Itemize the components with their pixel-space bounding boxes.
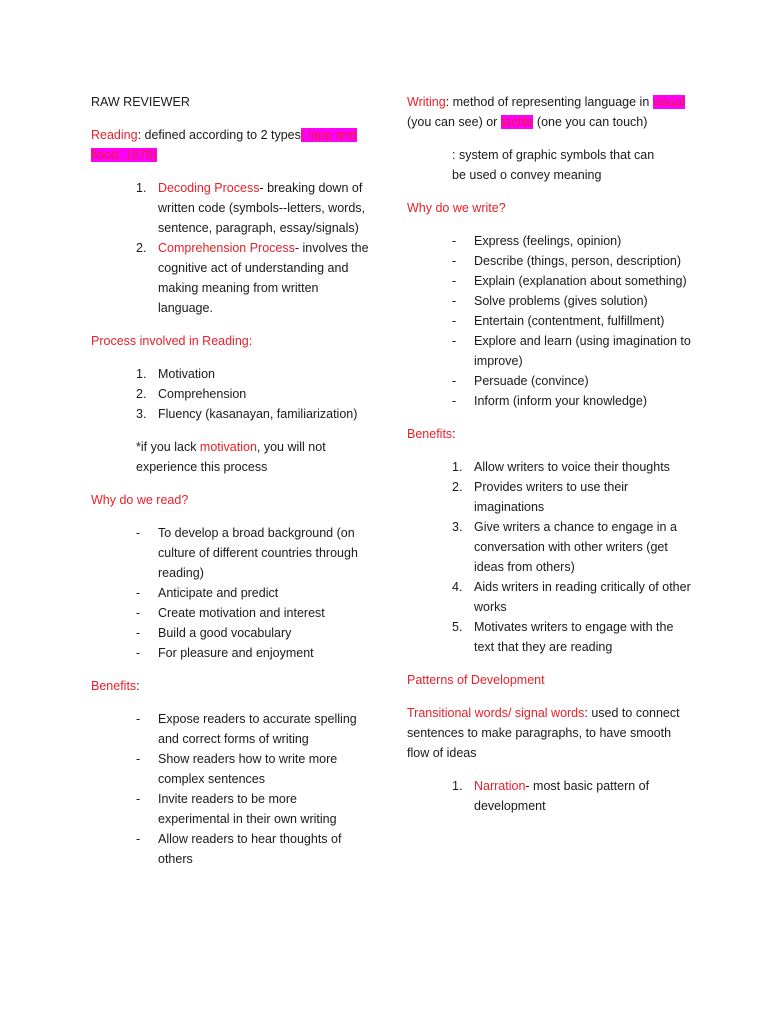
list-item: - Explore and learn (using imagination to improve) [452, 334, 691, 368]
why-write-heading: Why do we write? [407, 201, 506, 215]
tactile-highlight: tactile [500, 115, 534, 129]
reading-term: Reading [91, 128, 138, 142]
reading-benefits-list [91, 709, 371, 869]
list-item: - For pleasure and enjoyment [136, 646, 314, 660]
list-text: Expose readers to accurate spelling and correct forms of writing [158, 712, 357, 746]
list-number: 3. [452, 520, 463, 534]
reading-citation: ( lapp and flood, 1978) [91, 128, 357, 162]
list-item: - Express (feelings, opinion) [452, 234, 622, 248]
list-item: - Explain (explanation about something) [452, 274, 687, 288]
list-item: - Persuade (convince) [452, 374, 589, 388]
list-item [407, 477, 692, 517]
list-number: 5. [452, 620, 463, 634]
list-number: 2. [136, 241, 147, 255]
list-item [407, 457, 692, 477]
reading-benefits-heading [91, 676, 371, 696]
list-number: 2. [452, 480, 463, 494]
list-text: Create motivation and interest [158, 606, 325, 620]
list-item [91, 178, 371, 238]
motivation-note [91, 437, 371, 477]
benefits-colon: : [136, 679, 140, 693]
list-number: 1. [452, 460, 463, 474]
list-item [407, 517, 692, 577]
list-text: Allow writers to voice their thoughts [474, 460, 670, 474]
list-number: 1. [136, 367, 147, 381]
reading-text: : defined according to 2 types [137, 128, 301, 142]
list-text: Describe (things, person, description) [474, 254, 682, 268]
writing-text-2: (you can see) or [407, 115, 501, 129]
list-item: - Expose readers to accurate spelling and correct forms of writing [136, 712, 357, 746]
note-pre: *if you lack [136, 440, 200, 454]
list-item: - Solve problems (gives solution) [452, 294, 648, 308]
list-item [407, 577, 692, 617]
benefits-term: Benefits [91, 679, 137, 693]
writing-benefits-list [407, 457, 692, 657]
list-text: Explain (explanation about something) [474, 274, 687, 288]
list-text: Give writers a chance to engage in a conversation with other writers (get ideas from others) [474, 520, 677, 574]
list-text: Persuade (convince) [474, 374, 589, 388]
list-text: Entertain (contentment, fulfillment) [474, 314, 665, 328]
list-text: Solve problems (gives solution) [474, 294, 648, 308]
list-item: - Anticipate and predict [136, 586, 279, 600]
document-title: RAW REVIEWER [91, 95, 190, 109]
list-text: Fluency (kasanayan, familiarization) [158, 407, 358, 421]
right-column [407, 92, 692, 829]
decoding-text: - breaking down of written code (symbols--letters, words, sentence, paragraph, essay/signals) [158, 181, 366, 235]
list-text: Aids writers in reading critically of other works [474, 580, 691, 614]
patterns-heading: Patterns of Development [407, 673, 545, 687]
list-text: Anticipate and predict [158, 586, 279, 600]
transitional-term: Transitional words/ signal words [407, 706, 585, 720]
process-list [91, 364, 371, 424]
note-post: , you will not experience this process [136, 440, 326, 474]
list-item: - Build a good vocabulary [136, 626, 292, 640]
process-heading: Process involved in Reading: [91, 334, 253, 348]
list-item: - Show readers how to write more complex sentences [136, 752, 338, 786]
list-text: Explore and learn (using imagination to improve) [474, 334, 691, 368]
list-item [91, 404, 371, 424]
list-item: - Entertain (contentment, fulfillment) [452, 314, 665, 328]
list-text: Show readers how to write more complex sentences [158, 752, 338, 786]
list-text: Motivation [158, 367, 215, 381]
list-item [91, 384, 371, 404]
why-read-list [91, 523, 371, 663]
list-number: 1. [136, 181, 147, 195]
list-number: 1. [452, 779, 463, 793]
list-text: To develop a broad background (on culture of different countries through reading) [158, 526, 358, 580]
list-number: 3. [136, 407, 147, 421]
reading-types-list [91, 178, 371, 318]
list-text: Express (feelings, opinion) [474, 234, 622, 248]
list-text: Inform (inform your knowledge) [474, 394, 647, 408]
list-item: - Create motivation and interest [136, 606, 325, 620]
narration-term: Narration [474, 779, 526, 793]
list-text: For pleasure and enjoyment [158, 646, 314, 660]
writing-benefits-heading [407, 424, 692, 444]
transitional-definition [407, 703, 692, 763]
list-text: Motivates writers to engage with the text that they are reading [474, 620, 674, 654]
left-column [91, 92, 371, 882]
list-text: Invite readers to be more experimental in their own writing [158, 792, 337, 826]
narration-text: - most basic pattern of development [474, 779, 650, 813]
list-item: - Inform (inform your knowledge) [452, 394, 647, 408]
benefits-colon: : [452, 427, 456, 441]
list-item: - Describe (things, person, description) [452, 254, 682, 268]
list-item: - Allow readers to hear thoughts of others [136, 832, 342, 866]
writing-text-1: : method of representing language in [445, 95, 653, 109]
list-item: - Invite readers to be more experimental in their own writing [136, 792, 337, 826]
writing-definition [407, 92, 692, 132]
transitional-text: : used to connect sentences to make paragraphs, to have smooth flow of ideas [407, 706, 680, 760]
writing-text-3: (one you can touch) [533, 115, 648, 129]
list-text: Comprehension [158, 387, 247, 401]
list-item [407, 776, 692, 816]
why-write-list [407, 231, 692, 411]
comprehension-text: - involves the cognitive act of understanding and making meaning from written language. [158, 241, 369, 315]
list-text: Provides writers to use their imaginations [474, 480, 629, 514]
list-item [91, 364, 371, 384]
writing-term: Writing [407, 95, 446, 109]
list-item [91, 238, 371, 318]
visual-highlight: visual [652, 95, 685, 109]
why-read-heading: Why do we read? [91, 493, 189, 507]
reading-definition [91, 125, 361, 165]
list-text: Allow readers to hear thoughts of others [158, 832, 342, 866]
writing-definition-2: : system of graphic symbols that can be used o convey meaning [452, 148, 655, 182]
list-item: - To develop a broad background (on culture of different countries through reading) [136, 526, 358, 580]
list-number: 4. [452, 580, 463, 594]
list-text: Build a good vocabulary [158, 626, 292, 640]
benefits-term: Benefits [407, 427, 453, 441]
comprehension-term: Comprehension Process [158, 241, 295, 255]
decoding-term: Decoding Process [158, 181, 260, 195]
note-term: motivation [199, 440, 257, 454]
patterns-list [407, 776, 692, 816]
list-number: 2. [136, 387, 147, 401]
list-item [407, 617, 692, 657]
